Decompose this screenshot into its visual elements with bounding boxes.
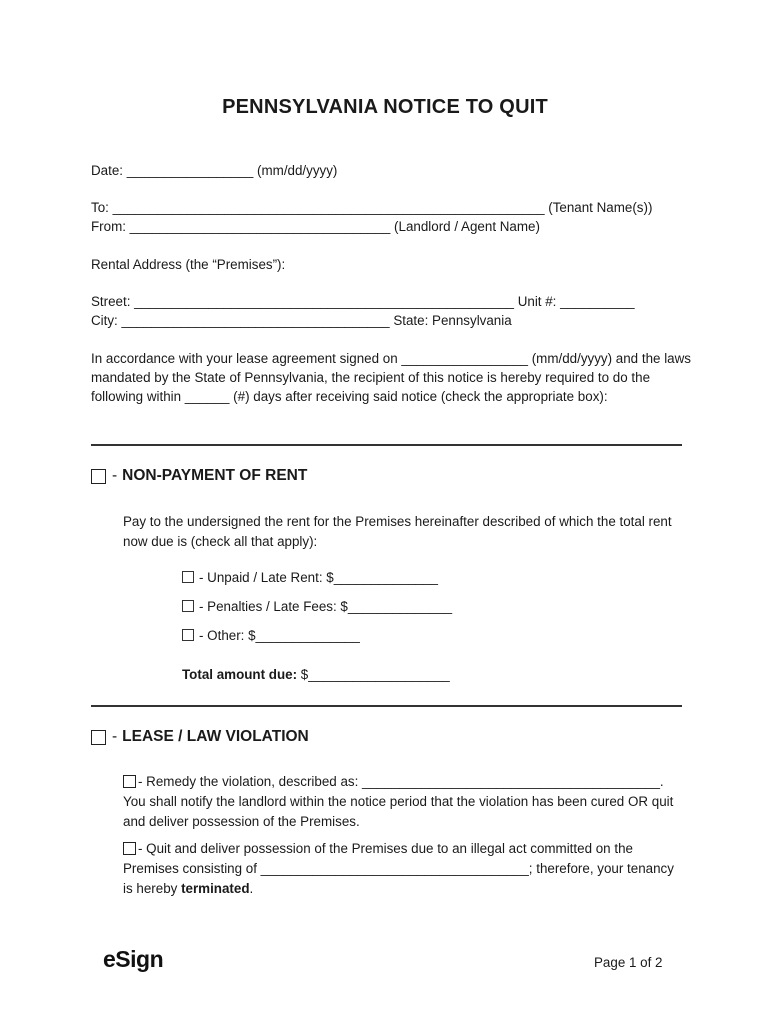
late-fees-label: - Penalties / Late Fees: $______________	[199, 599, 453, 614]
remedy-option	[123, 772, 683, 832]
rental-address-label: Rental Address (the “Premises”):	[91, 257, 286, 272]
section-title: LEASE / LAW VIOLATION	[122, 728, 309, 745]
total-amount-value: $___________________	[300, 667, 450, 682]
document-title: PENNSYLVANIA NOTICE TO QUIT	[222, 96, 548, 118]
other-item	[182, 628, 360, 643]
other-label: - Other: $______________	[199, 628, 360, 643]
late-fees-checkbox[interactable]	[182, 600, 194, 612]
nonpayment-instruction: Pay to the undersigned the rent for the Premises hereinafter described of which the total rent now due is (check all that apply):	[123, 514, 672, 549]
section-dash: -	[112, 467, 118, 484]
late-fees-item	[182, 599, 452, 614]
section-nonpayment-heading	[91, 467, 307, 485]
section-dash: -	[112, 728, 118, 745]
landlord-name-line: From: ___________________________________ (Landlord / Agent Name)	[91, 219, 540, 234]
section-divider	[91, 705, 682, 707]
street-line: Street: ___________________________________________________ Unit #: __________	[91, 294, 635, 309]
unpaid-rent-label: - Unpaid / Late Rent: $______________	[199, 570, 438, 585]
total-amount-line	[182, 667, 450, 682]
section-violation-heading	[91, 728, 309, 746]
quit-text: - Quit and deliver possession of the Premises due to an illegal act committed on the Premises consisting of ____________________________________; therefore, your tenancy is hereby	[123, 841, 674, 896]
intro-paragraph: In accordance with your lease agreement signed on _________________ (mm/dd/yyyy) and the laws mandated by the State of Pennsylvania, the recipient of this notice is hereby required to do the following within ______ (#) days after receiving said notice (check the appropriate box):	[91, 351, 691, 404]
city-line: City: ____________________________________ State: Pennsylvania	[91, 313, 512, 328]
tenant-name-line: To: __________________________________________________________ (Tenant Name(s))	[91, 200, 653, 215]
other-checkbox[interactable]	[182, 629, 194, 641]
quit-checkbox[interactable]	[123, 842, 136, 855]
remedy-checkbox[interactable]	[123, 775, 136, 788]
unpaid-rent-checkbox[interactable]	[182, 571, 194, 583]
page-number: Page 1 of 2	[594, 955, 663, 970]
quit-text-end: .	[249, 881, 254, 896]
terminated-word: terminated	[181, 881, 250, 896]
remedy-text: - Remedy the violation, described as: ________________________________________. You shall notify the landlord within the notice period that the violation has been cured OR quit and deliver possession of the Premises.	[123, 774, 674, 829]
total-amount-label: Total amount due:	[182, 667, 298, 682]
esign-logo: eSign	[103, 946, 164, 972]
date-line: Date: _________________ (mm/dd/yyyy)	[91, 163, 338, 178]
section-divider	[91, 444, 682, 446]
section-title: NON-PAYMENT OF RENT	[122, 467, 308, 484]
violation-checkbox[interactable]	[91, 730, 106, 745]
unpaid-rent-item	[182, 570, 438, 585]
nonpayment-checkbox[interactable]	[91, 469, 106, 484]
quit-option	[123, 839, 683, 899]
